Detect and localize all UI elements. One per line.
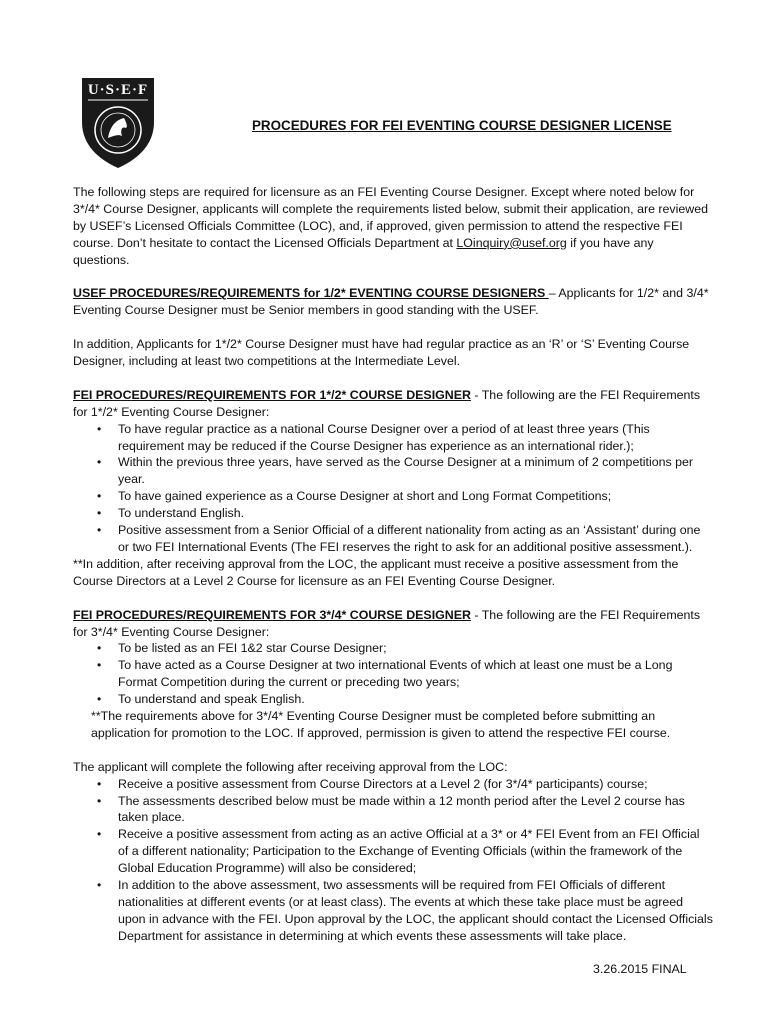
list-item: • To have acted as a Course Designer at two international Events of which at least one must be a Long Format Competition during the current or preceding two years; <box>97 658 673 690</box>
bullet-icon: • <box>97 827 102 842</box>
fei-34-heading: FEI PROCEDURES/REQUIREMENTS FOR 3*/4* COURSE DESIGNER <box>73 607 471 622</box>
bullet-icon: • <box>97 658 102 673</box>
bullet-icon: • <box>97 793 102 808</box>
bullet-icon: • <box>97 692 102 707</box>
logo-text: U·S·E·F <box>87 82 149 98</box>
document-body <box>73 184 713 945</box>
bullet-icon: • <box>97 878 102 893</box>
footer-version: 3.26.2015 FINAL <box>593 962 687 976</box>
bullet-icon: • <box>97 421 102 436</box>
bullet-icon: • <box>97 641 102 656</box>
list-item: • Positive assessment from a Senior Official of a different nationality from acting as an ‘Assistant’ during one or two FEI International Events (The FEI reserves the right to ask for an additional positive assessment.). <box>97 523 701 554</box>
bullet-icon: • <box>97 523 102 538</box>
fei-34-note: **The requirements above for 3*/4* Eventing Course Designer must be completed before submitting an application for promotion to the LOC. If approved, permission is given to attend the respective FEI course. <box>91 709 671 740</box>
after-loc-list <box>73 776 713 945</box>
list-item: • To understand English. <box>97 506 245 521</box>
bullet-icon: • <box>97 489 102 504</box>
usef-addition-paragraph: In addition, Applicants for 1*/2* Course Designer must have had regular practice as an ‘R’ or ‘S’ Eventing Course Designer, including at least two competitions at the Intermediate Level. <box>73 337 690 369</box>
bullet-icon: • <box>97 776 102 791</box>
fei-12-note: **In addition, after receiving approval from the LOC, the applicant must receive a positive assessment from the Course Directors at a Level 2 Course for licensure as an FEI Eventing Course Designer. <box>73 556 679 588</box>
usef-logo <box>78 74 158 170</box>
usef-requirements-paragraph: USEF PROCEDURES/REQUIREMENTS for 1/2* EVENTING COURSE DESIGNERS – Applicants for 1/2* and 3/4* Eventing Course Designer must be Senior members in good standing with the USEF. <box>73 286 709 318</box>
fei-34-list <box>73 640 713 708</box>
list-item: • Receive a positive assessment from acting as an active Official at a 3* or 4* FEI Event from an FEI Official of a different nationality; Participation to the Exchange of Eventing Officials (within the framework of the Global Education Programme) will also be considered; <box>97 827 700 876</box>
fei-34-intro: FEI PROCEDURES/REQUIREMENTS FOR 3*/4* COURSE DESIGNER - The following are the FEI Requirements for 3*/4* Eventing Course Designer: <box>73 607 701 639</box>
list-item: • Receive a positive assessment from Course Directors at a Level 2 (for 3*/4* participants) course; <box>97 776 648 791</box>
email-link[interactable]: LOinquiry@usef.org <box>456 235 567 250</box>
fei-12-intro: FEI PROCEDURES/REQUIREMENTS FOR 1*/2* COURSE DESIGNER - The following are the FEI Requirements for 1*/2* Eventing Course Designer: <box>73 387 701 419</box>
list-item: • To be listed as an FEI 1&2 star Course Designer; <box>97 641 387 656</box>
fei-12-list <box>73 421 713 556</box>
fei-12-heading: FEI PROCEDURES/REQUIREMENTS FOR 1*/2* COURSE DESIGNER <box>73 387 471 402</box>
list-item: • To have regular practice as a national Course Designer over a period of at least three years (This requirement may be reduced if the Course Designer has experience as an international rider.); <box>97 421 650 453</box>
usef-requirements-heading: USEF PROCEDURES/REQUIREMENTS for 1/2* EVENTING COURSE DESIGNERS <box>73 286 549 301</box>
page-title: PROCEDURES FOR FEI EVENTING COURSE DESIGNER LICENSE <box>252 118 672 133</box>
bullet-icon: • <box>97 506 102 521</box>
list-item: • To have gained experience as a Course Designer at short and Long Format Competitions; <box>97 489 612 504</box>
after-loc-intro: The applicant will complete the following after receiving approval from the LOC: <box>73 759 508 774</box>
list-item: • The assessments described below must be made within a 12 month period after the Level 2 course has taken place. <box>97 793 685 825</box>
intro-paragraph: The following steps are required for licensure as an FEI Eventing Course Designer. Except where noted below for 3*/4* Course Designer, applicants will complete the requirements listed below, submit their application, are reviewed by USEF’s Licensed Officials Committee (LOC), and, if approved, given permission to attend the respective FEI course. Don’t hesitate to contact the Licensed Officials Department at LOinquiry@usef.org if you have any questions. <box>73 185 709 267</box>
bullet-icon: • <box>97 455 102 470</box>
list-item: • To understand and speak English. <box>97 692 305 707</box>
list-item: • Within the previous three years, have served as the Course Designer at a minimum of 2 competitions per year. <box>97 455 694 487</box>
list-item: • In addition to the above assessment, two assessments will be required from FEI Officials of different nationalities at different events (or at least class). The events at which these take place must be agreed upon in advance with the FEI. Upon approval by the LOC, the applicant should contact the Licensed Officials Department for assistance in determining at which events these assessments will take place. <box>97 878 713 943</box>
